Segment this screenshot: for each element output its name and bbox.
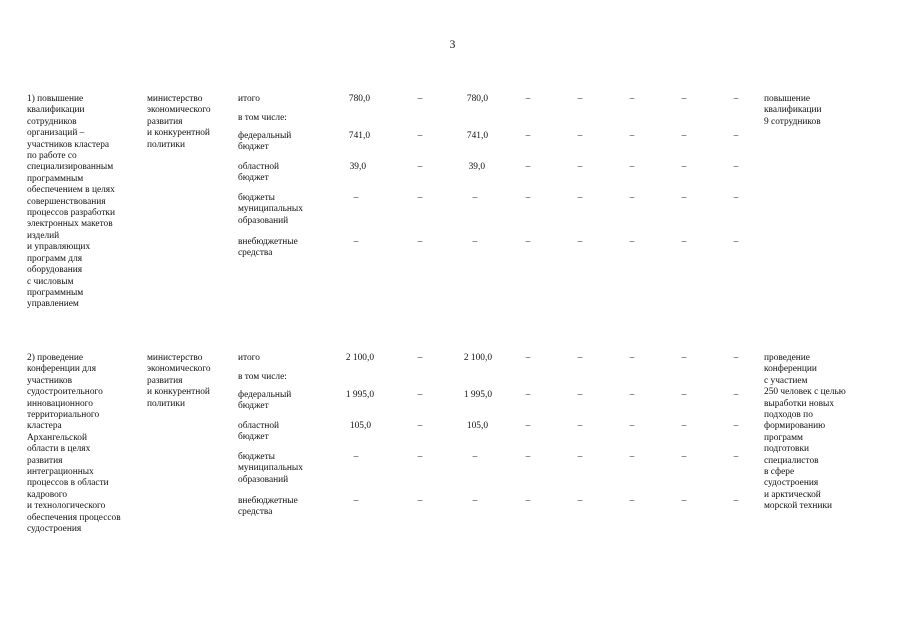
empty-cell: –	[629, 353, 635, 363]
year-value: 105,0	[466, 421, 488, 431]
empty-cell: –	[577, 94, 583, 104]
empty-cell: –	[629, 452, 635, 462]
funding-label: итого	[238, 353, 260, 363]
total-value: 105,0	[349, 421, 371, 431]
empty-cell: –	[525, 193, 531, 203]
empty-cell: –	[681, 193, 687, 203]
empty-cell: –	[733, 390, 739, 400]
total-value: 741,0	[348, 131, 370, 141]
empty-cell: –	[733, 131, 739, 141]
empty-cell: –	[417, 421, 423, 431]
funding-label: в том числе:	[238, 113, 287, 123]
empty-cell: –	[525, 353, 531, 363]
result-description: проведение конференции с участием 250 человек с целью выработки новых подходов по формированию программ подготовки специалистов в сфере судостроения и арктической морской техники	[764, 353, 846, 512]
year-value: 39,0	[468, 162, 485, 172]
empty-cell: –	[577, 131, 583, 141]
empty-cell: –	[577, 237, 583, 247]
year-value: –	[472, 452, 478, 462]
empty-cell: –	[417, 390, 423, 400]
empty-cell: –	[629, 496, 635, 506]
empty-cell: –	[681, 353, 687, 363]
empty-cell: –	[733, 496, 739, 506]
empty-cell: –	[577, 193, 583, 203]
empty-cell: –	[525, 94, 531, 104]
total-value: –	[353, 496, 359, 506]
empty-cell: –	[417, 131, 423, 141]
empty-cell: –	[733, 193, 739, 203]
funding-label: федеральный бюджет	[238, 131, 292, 153]
empty-cell: –	[681, 421, 687, 431]
empty-cell: –	[629, 94, 635, 104]
result-description: повышение квалификации 9 сотрудников	[764, 94, 822, 127]
year-value: –	[472, 237, 478, 247]
total-value: 39,0	[349, 162, 366, 172]
funding-label: бюджеты муниципальных образований	[238, 452, 303, 485]
empty-cell: –	[417, 353, 423, 363]
empty-cell: –	[417, 452, 423, 462]
empty-cell: –	[525, 162, 531, 172]
empty-cell: –	[525, 237, 531, 247]
empty-cell: –	[525, 131, 531, 141]
page-number: 3	[449, 39, 456, 51]
empty-cell: –	[681, 94, 687, 104]
funding-label: внебюджетные средства	[238, 496, 298, 518]
empty-cell: –	[733, 94, 739, 104]
empty-cell: –	[629, 193, 635, 203]
empty-cell: –	[681, 452, 687, 462]
executor: министерство экономического развития и конкурентной политики	[147, 353, 211, 409]
empty-cell: –	[629, 162, 635, 172]
total-value: 2 100,0	[345, 353, 374, 363]
funding-label: бюджеты муниципальных образований	[238, 193, 303, 226]
empty-cell: –	[733, 353, 739, 363]
empty-cell: –	[733, 162, 739, 172]
empty-cell: –	[525, 421, 531, 431]
total-value: –	[353, 193, 359, 203]
empty-cell: –	[577, 390, 583, 400]
empty-cell: –	[629, 237, 635, 247]
empty-cell: –	[577, 421, 583, 431]
empty-cell: –	[577, 162, 583, 172]
funding-label: итого	[238, 94, 260, 104]
empty-cell: –	[525, 496, 531, 506]
year-value: –	[472, 193, 478, 203]
event-description: 1) повышение квалификации сотрудников организаций – участников кластера по работе со специализированным программным обеспечением в целях совершенствования процессов разработки электронных макетов изделий и управляющих программ для оборудования с числовым программным управлением	[27, 94, 115, 310]
event-description: 2) проведение конференции для участников судостроительного инновационного территориального кластера Архангельской области в целях развития интеграционных процессов в области кадрового и технологического обеспечения процессов судостроения	[27, 353, 121, 535]
empty-cell: –	[681, 162, 687, 172]
year-value: 2 100,0	[463, 353, 492, 363]
empty-cell: –	[681, 390, 687, 400]
empty-cell: –	[577, 496, 583, 506]
empty-cell: –	[681, 131, 687, 141]
year-value: 780,0	[466, 94, 488, 104]
empty-cell: –	[417, 496, 423, 506]
funding-label: внебюджетные средства	[238, 237, 298, 259]
total-value: –	[353, 452, 359, 462]
executor: министерство экономического развития и конкурентной политики	[147, 94, 211, 150]
funding-label: федеральный бюджет	[238, 390, 292, 412]
empty-cell: –	[417, 193, 423, 203]
empty-cell: –	[681, 237, 687, 247]
year-value: 741,0	[466, 131, 488, 141]
empty-cell: –	[629, 131, 635, 141]
empty-cell: –	[525, 390, 531, 400]
total-value: –	[353, 237, 359, 247]
empty-cell: –	[629, 421, 635, 431]
funding-label: в том числе:	[238, 372, 287, 382]
empty-cell: –	[733, 237, 739, 247]
empty-cell: –	[733, 421, 739, 431]
empty-cell: –	[681, 496, 687, 506]
empty-cell: –	[525, 452, 531, 462]
empty-cell: –	[629, 390, 635, 400]
empty-cell: –	[733, 452, 739, 462]
empty-cell: –	[417, 237, 423, 247]
total-value: 1 995,0	[345, 390, 374, 400]
empty-cell: –	[577, 452, 583, 462]
funding-label: областной бюджет	[238, 162, 280, 184]
year-value: –	[472, 496, 478, 506]
empty-cell: –	[417, 162, 423, 172]
empty-cell: –	[577, 353, 583, 363]
funding-label: областной бюджет	[238, 421, 280, 443]
empty-cell: –	[417, 94, 423, 104]
year-value: 1 995,0	[463, 390, 492, 400]
total-value: 780,0	[348, 94, 370, 104]
